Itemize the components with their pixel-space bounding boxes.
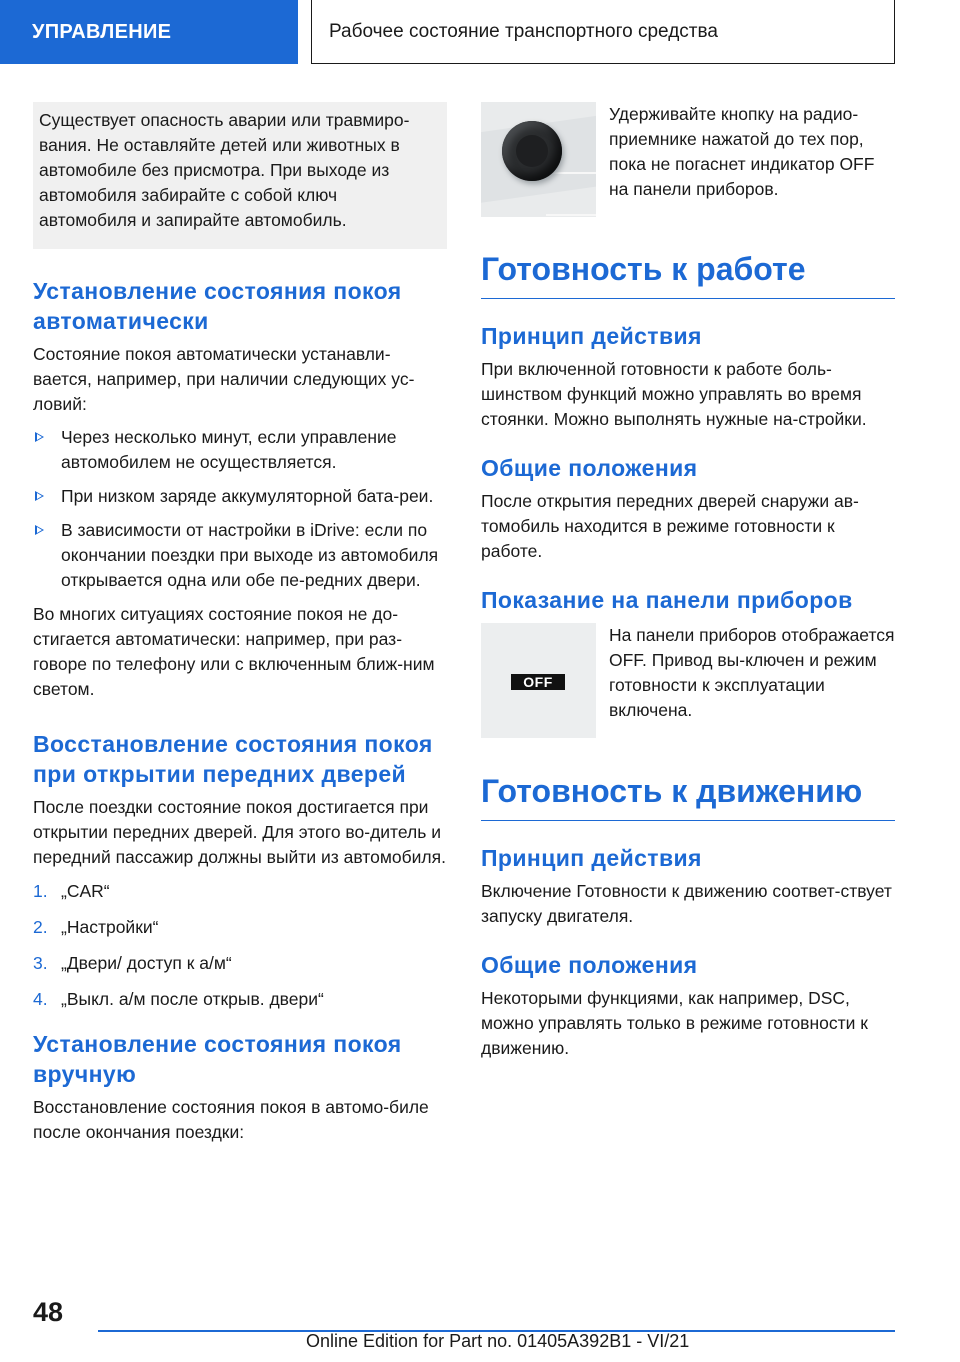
right-column bbox=[481, 102, 895, 1061]
display-text: На панели приборов отображается OFF. Привод вы-ключен и режим готовности к эксплуатации включена. bbox=[609, 625, 895, 720]
warning-text: Существует опасность аварии или травмиро-вания. Не оставляйте детей или животных в автомобиле без присмотра. При выходе из автомобиля забирайте с собой ключ автомобиля и запирайте автомобиль. bbox=[39, 110, 410, 230]
auto-rest-note: Во многих ситуациях состояние покоя не до-стигается автоматически: например, при раз-говоре по телефону или с включенным ближ-ним светом. bbox=[33, 604, 435, 699]
triangle-bullet-icon bbox=[35, 432, 44, 442]
step-text: „Двери/ доступ к а/м“ bbox=[61, 953, 232, 973]
drive-general-text: Некоторыми функциями, как например, DSC, можно управлять только в режиме готовности к движению. bbox=[481, 988, 868, 1058]
step-text: „Настройки“ bbox=[61, 917, 159, 937]
page-number: 48 bbox=[33, 1297, 64, 1327]
chapter-title: Рабочее состояние транспортного средства bbox=[311, 0, 895, 64]
auto-rest-conditions bbox=[33, 425, 447, 593]
step-number: 1. bbox=[33, 881, 48, 901]
list-item bbox=[33, 987, 447, 1012]
drive-principle-heading: Принцип действия bbox=[481, 845, 702, 871]
auto-rest-intro: Состояние покоя автоматически устанавли-вается, например, при наличии следующих ус-ловий: bbox=[33, 344, 415, 414]
step-number: 4. bbox=[33, 989, 48, 1009]
triangle-bullet-icon bbox=[35, 525, 44, 535]
drive-principle-text: Включение Готовности к движению соответ-ствует запуску двигателя. bbox=[481, 881, 892, 926]
step-number: 2. bbox=[33, 917, 48, 937]
ready-principle-heading: Принцип действия bbox=[481, 323, 702, 349]
list-item: Через несколько минут, если управление автомобилем не осуществляется. bbox=[33, 425, 447, 475]
restore-steps bbox=[33, 879, 447, 1012]
list-item: При низком заряде аккумуляторной бата-реи. bbox=[33, 484, 447, 509]
ready-to-operate-heading: Готовность к работе bbox=[481, 249, 895, 299]
ready-principle-text: При включенной готовности к работе боль-шинством функций можно управлять во время стоянки. Можно выполнять нужные на-стройки. bbox=[481, 359, 867, 429]
list-item bbox=[33, 915, 447, 940]
left-column bbox=[33, 102, 447, 1145]
step-text: „Выкл. а/м после открыв. двери“ bbox=[61, 989, 324, 1009]
display-heading: Показание на панели приборов bbox=[481, 587, 853, 613]
auto-rest-heading: Установление состояния покоя автоматически bbox=[33, 278, 402, 334]
restore-rest-text: После поездки состояние покоя достигается при открытии передних дверей. Для этого во-дитель и передний пассажир должны выйти из автомобиля. bbox=[33, 797, 446, 867]
warning-box bbox=[33, 102, 447, 249]
knob-figure-row bbox=[481, 102, 895, 217]
manual-rest-text: Восстановление состояния покоя в автомо-биле после окончания поездки: bbox=[33, 1097, 429, 1142]
restore-rest-heading: Восстановление состояния покоя при открытии передних дверей bbox=[33, 731, 433, 787]
ready-to-drive-heading: Готовность к движению bbox=[481, 771, 895, 821]
manual-rest-heading: Установление состояния покоя вручную bbox=[33, 1031, 402, 1087]
display-figure-row bbox=[481, 623, 895, 738]
triangle-bullet-icon bbox=[35, 491, 44, 501]
section-tab: УПРАВЛЕНИЕ bbox=[0, 0, 298, 64]
knob-instruction: Удерживайте кнопку на радио-приемнике нажатой до тех пор, пока не погаснет индикатор OFF на панели приборов. bbox=[609, 104, 875, 199]
ready-general-text: После открытия передних дверей снаружи ав-томобиль находится в режиме готовности к работе. bbox=[481, 491, 859, 561]
volume-knob-icon bbox=[502, 121, 562, 181]
step-number: 3. bbox=[33, 953, 48, 973]
list-item bbox=[33, 879, 447, 904]
drive-general-heading: Общие положения bbox=[481, 952, 698, 978]
ready-general-heading: Общие положения bbox=[481, 455, 698, 481]
edition-text: Online Edition for Part no. 01405A392B1 - VI/21 bbox=[306, 1331, 690, 1351]
step-text: „CAR“ bbox=[61, 881, 110, 901]
off-indicator: OFF bbox=[511, 674, 565, 690]
list-item: В зависимости от настройки в iDrive: если по окончании поездки при выходе из автомобиля открывается одна или обе пе-редних двери. bbox=[33, 518, 447, 593]
list-item bbox=[33, 951, 447, 976]
instrument-cluster-image bbox=[481, 623, 596, 738]
radio-knob-image bbox=[481, 102, 596, 217]
